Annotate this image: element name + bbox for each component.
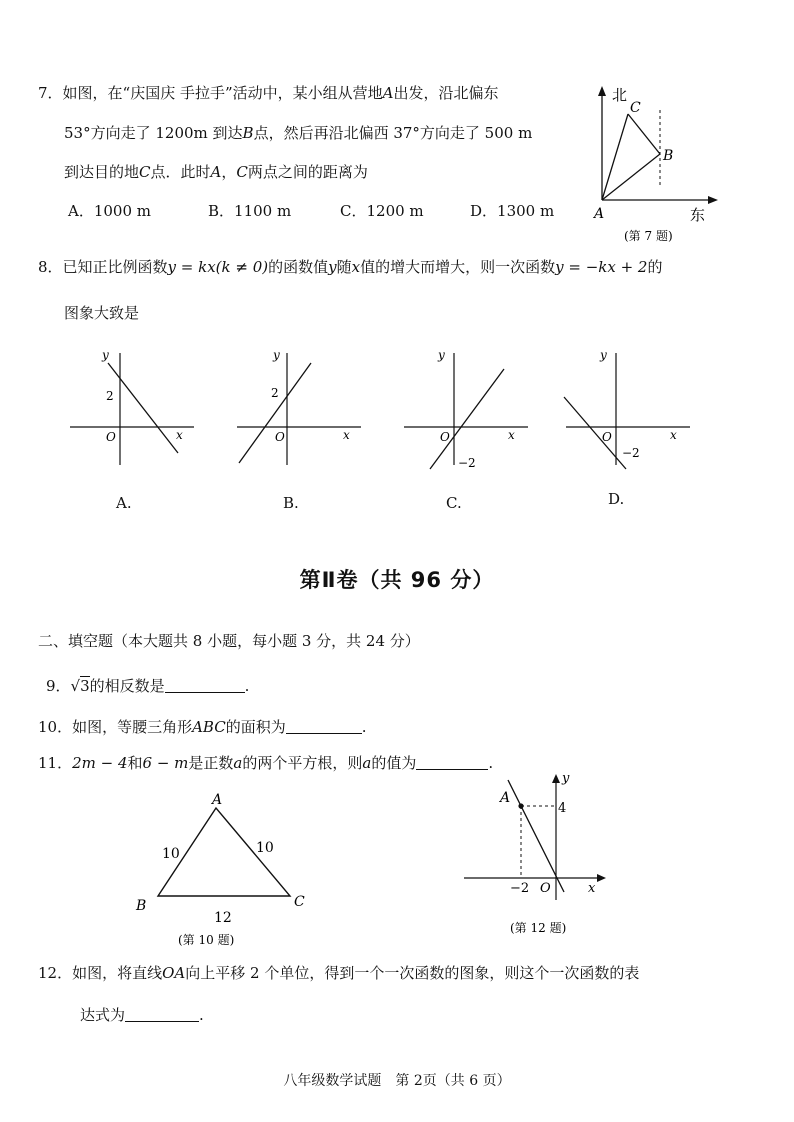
svg-text:O: O	[275, 430, 285, 444]
section-2-title: 第Ⅱ卷（共 96 分）	[299, 568, 495, 592]
vertex-c-label: C	[294, 894, 305, 910]
tick-4-label: 4	[558, 801, 567, 816]
vertex-a-label: A	[212, 792, 223, 808]
q7-option-c: C．1200 m	[340, 202, 424, 220]
q10-answer-blank[interactable]	[286, 719, 362, 734]
fill-in-heading: 二、填空题（本大题共 8 小题，每小题 3 分，共 24 分）	[38, 632, 420, 650]
q12-line2: 达式为 .	[80, 1006, 204, 1024]
q8-graph-a	[66, 345, 198, 470]
q7-line3: 到达目的地C点．此时A，C两点之间的距离为	[64, 163, 368, 181]
y-axis-label: y	[562, 771, 570, 786]
q8-graph-a-label: A.	[116, 494, 132, 512]
q10-line: 10．如图，等腰三角形ABC的面积为 .	[38, 718, 367, 736]
north-arrow-icon	[598, 86, 606, 96]
q9-line: 9．√3的相反数是 .	[46, 677, 250, 695]
graph-d-line	[564, 397, 626, 469]
svg-text:x: x	[670, 428, 677, 442]
east-arrow-icon	[708, 196, 718, 204]
figure-7	[590, 80, 730, 250]
x-axis-arrow-icon	[597, 874, 606, 882]
segment-ab	[602, 154, 660, 200]
point-c-label: C	[630, 100, 641, 116]
q8-line1: 8．已知正比例函数y = kx(k ≠ 0)的函数值y随x值的增大而增大，则一次函数y = −kx + 2的	[38, 258, 663, 276]
svg-text:2: 2	[271, 386, 279, 400]
q12-line1: 12．如图，将直线OA向上平移 2 个单位，得到一个一次函数的图象，则这个一次函数的表	[38, 964, 640, 982]
q8-graph-c-label: C.	[446, 494, 462, 512]
q8-graph-d-label: D.	[608, 490, 625, 508]
graph-a-line	[108, 363, 178, 453]
north-label: 北	[612, 86, 628, 104]
graph-c-line	[430, 369, 504, 469]
point-a-label: A	[500, 790, 511, 806]
q7-option-d: D．1300 m	[470, 202, 555, 220]
x-axis-label: x	[588, 881, 596, 896]
side-bc-label: 12	[214, 910, 232, 926]
svg-text:x: x	[343, 428, 350, 442]
q8-graph-b	[233, 345, 365, 470]
figure-7-caption: (第 7 题)	[624, 229, 673, 243]
tick-neg2-label: −2	[510, 881, 530, 896]
q8-graph-c	[400, 345, 532, 470]
q8-formula-1: y = kx(k ≠ 0)	[167, 258, 269, 276]
origin-label: O	[540, 881, 551, 896]
q8-graph-b-label: B.	[283, 494, 299, 512]
q12-answer-blank[interactable]	[125, 1007, 199, 1022]
point-b-label: B	[663, 148, 674, 164]
east-label: 东	[690, 206, 706, 224]
svg-text:−2: −2	[458, 456, 476, 470]
point-a-label: A	[594, 206, 605, 222]
q7-line2: 53°方向走了 1200m 到达B点，然后再沿北偏西 37°方向走了 500 m	[64, 124, 533, 142]
svg-text:2: 2	[106, 389, 114, 403]
graph-b-line	[239, 363, 311, 463]
y-axis-arrow-icon	[552, 774, 560, 783]
svg-text:O: O	[106, 430, 116, 444]
q7-option-a: A．1000 m	[68, 202, 151, 220]
segment-bc	[628, 114, 660, 154]
svg-text:x: x	[508, 428, 515, 442]
q7-line1: 7．如图，在“庆国庆 手拉手”活动中，某小组从营地A出发，沿北偏东	[38, 84, 499, 102]
vertex-b-label: B	[136, 898, 147, 914]
svg-text:O: O	[440, 430, 450, 444]
q8-formula-2: y = −kx + 2	[555, 258, 648, 276]
figure-10	[128, 788, 328, 950]
q8-graph-d	[562, 345, 694, 470]
svg-text:y: y	[273, 348, 280, 362]
segment-ac	[602, 114, 628, 200]
point-a-dot	[518, 803, 523, 808]
q11-line: 11．2m − 4和6 − m是正数a的两个平方根，则a的值为 .	[38, 754, 494, 772]
page-footer: 八年级数学试题 第 2页（共 6 页）	[283, 1073, 511, 1089]
svg-text:y: y	[438, 348, 445, 362]
side-ab-label: 10	[162, 846, 180, 862]
figure-10-caption: (第 10 题)	[178, 933, 235, 947]
figure-12	[460, 766, 620, 938]
svg-text:y: y	[600, 348, 607, 362]
side-ac-label: 10	[256, 840, 274, 856]
q8-line2: 图象大致是	[64, 304, 140, 322]
svg-text:−2: −2	[622, 446, 640, 460]
q7-option-b: B．1100 m	[208, 202, 292, 220]
svg-text:O: O	[602, 430, 612, 444]
svg-text:x: x	[176, 428, 183, 442]
sqrt-symbol: √	[70, 677, 81, 695]
svg-text:y: y	[102, 348, 109, 362]
q9-answer-blank[interactable]	[165, 678, 245, 693]
figure-12-caption: (第 12 题)	[510, 921, 567, 935]
